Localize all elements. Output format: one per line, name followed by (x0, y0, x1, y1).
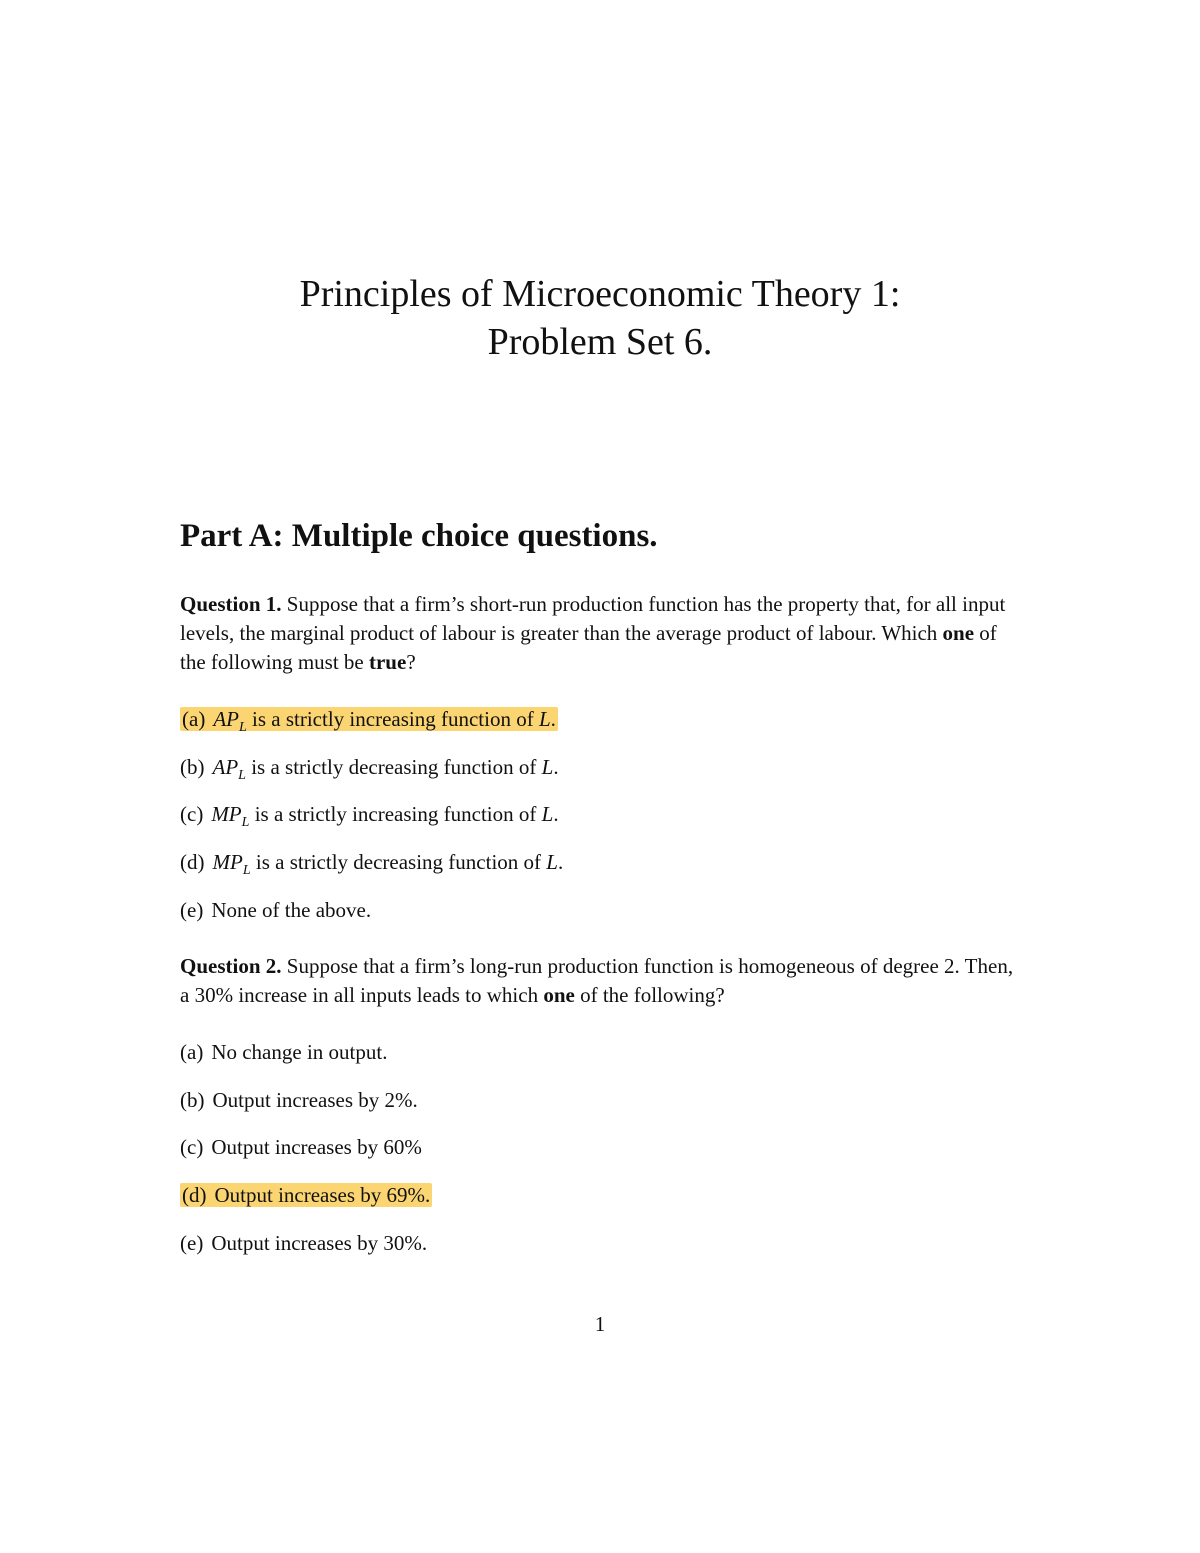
question-1-text-after: ? (406, 650, 416, 674)
question-1-option-d (180, 848, 563, 885)
question-1-emph-one: one (942, 621, 975, 645)
option-text: Output increases by 60% (211, 1135, 422, 1159)
part-a-heading: Part A: Multiple choice questions. (180, 518, 658, 554)
question-1-option-a (180, 705, 558, 742)
option-letter: (b) (180, 755, 205, 779)
question-2-option-e (180, 1229, 427, 1257)
option-letter: (d) (180, 850, 205, 874)
question-2-prompt (180, 952, 1025, 1010)
question-1-prompt (180, 590, 1025, 677)
option-text: is a strictly increasing function of (246, 707, 539, 731)
question-1-emph-true: true (368, 650, 407, 674)
option-letter: (e) (180, 1231, 204, 1255)
option-letter: (e) (180, 898, 204, 922)
question-2-emph-one: one (543, 983, 575, 1007)
option-end-variable: L (541, 755, 554, 779)
option-end-variable: L (541, 802, 554, 826)
option-variable: MP (212, 850, 243, 874)
option-end: . (557, 850, 564, 874)
question-1-text-middle: of the following must be (180, 621, 997, 674)
option-end: . (553, 755, 559, 779)
option-variable: AP (212, 755, 239, 779)
option-subscript: L (241, 815, 250, 830)
document-title (0, 270, 1200, 366)
option-letter: (a) (182, 707, 206, 731)
option-text: is a strictly increasing function of (249, 802, 542, 826)
option-highlight (180, 707, 558, 735)
option-text: Output increases by 30%. (211, 1231, 428, 1255)
question-2-text-before: Suppose that a firm’s long-run production function is homogeneous of degree 2. Then, a 30% increase in all inputs leads to which (180, 954, 1014, 1007)
option-text: No change in output. (211, 1040, 388, 1064)
option-end: . (553, 802, 559, 826)
question-2-text-after: of the following? (574, 983, 725, 1007)
question-1-label: Question 1. (180, 592, 282, 616)
option-letter: (b) (180, 1088, 205, 1112)
option-subscript: L (238, 768, 246, 783)
option-text: Output increases by 2%. (212, 1088, 418, 1112)
option-end-variable: L (546, 850, 558, 874)
question-2-option-a (180, 1038, 387, 1066)
question-2-option-b (180, 1086, 418, 1114)
question-2-label: Question 2. (180, 954, 282, 978)
title-line-2: Problem Set 6. (487, 321, 713, 363)
option-letter: (c) (180, 802, 204, 826)
option-text: is a strictly decreasing function of (250, 850, 547, 874)
question-1-option-c (180, 800, 559, 837)
page-number: 1 (594, 1312, 606, 1336)
option-text: Output increases by 69%. (214, 1183, 431, 1207)
option-variable: AP (213, 707, 239, 731)
option-letter: (a) (180, 1040, 204, 1064)
question-1-text-before: Suppose that a firm’s short-run production function has the property that, for all input levels, the marginal product of labour is greater than the average product of labour. Which (180, 592, 1006, 645)
option-variable: MP (211, 802, 242, 826)
question-2-option-c (180, 1133, 422, 1161)
question-1-option-b (180, 753, 559, 790)
option-letter: (d) (182, 1183, 207, 1207)
question-1-option-e (180, 896, 371, 924)
option-end: . (550, 707, 556, 731)
option-text: None of the above. (211, 898, 372, 922)
option-subscript: L (242, 863, 251, 878)
option-letter: (c) (180, 1135, 204, 1159)
option-subscript: L (238, 720, 247, 735)
option-text: is a strictly decreasing function of (245, 755, 542, 779)
option-end-variable: L (538, 707, 551, 731)
option-highlight (180, 1183, 432, 1207)
title-line-1: Principles of Microeconomic Theory 1: (299, 273, 901, 315)
question-2-option-d (180, 1181, 432, 1209)
